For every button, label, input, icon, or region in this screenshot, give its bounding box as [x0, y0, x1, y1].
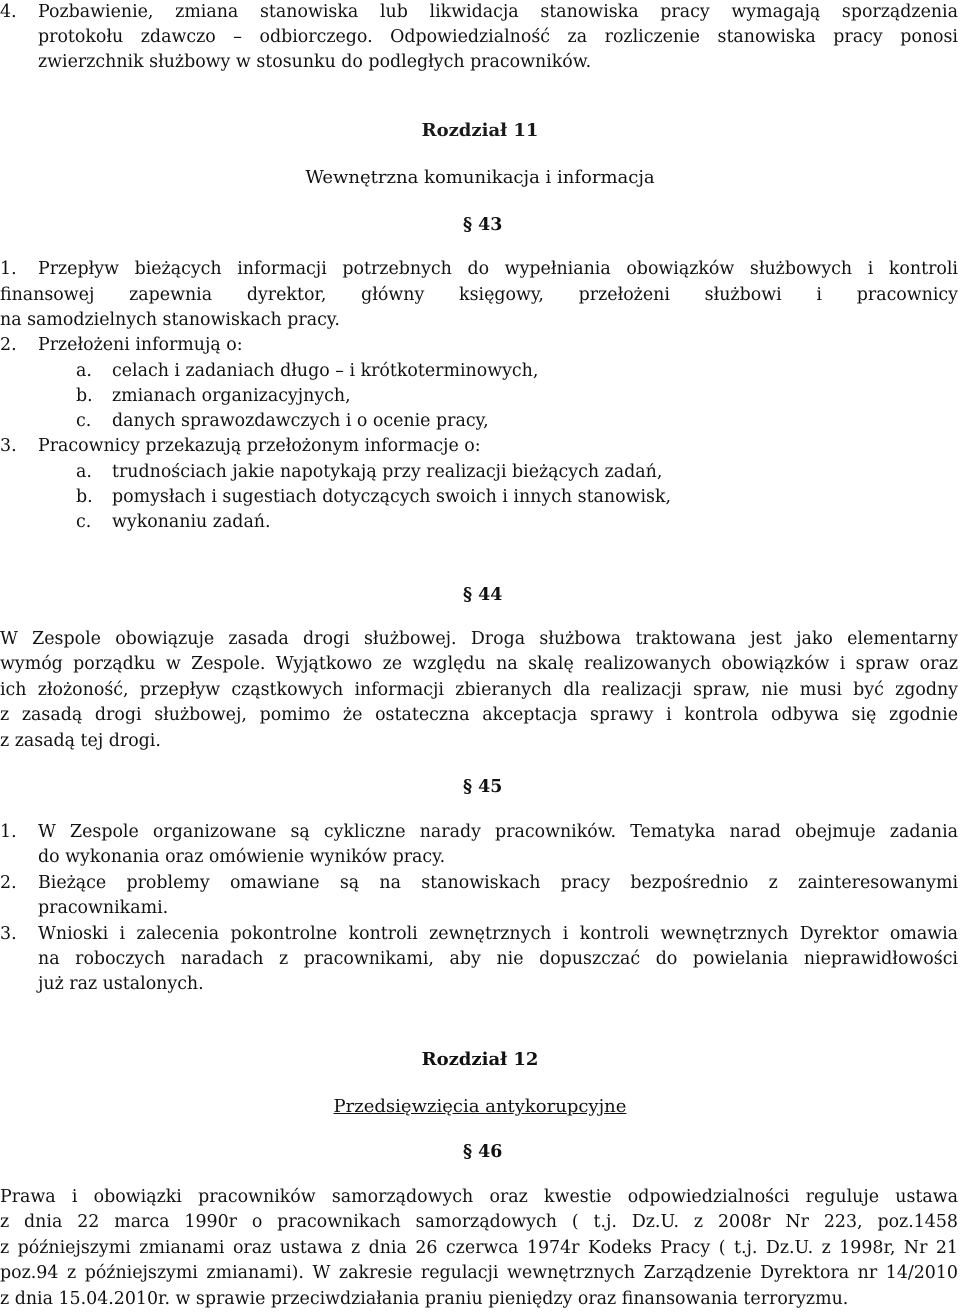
- text-line: już raz ustalonych.: [38, 974, 204, 994]
- text-line: Przełożeni informują o:: [38, 335, 243, 355]
- list-item: pomysłach i sugestiach dotyczących swoich i innych stanowisk,: [112, 487, 672, 507]
- list-item: celach i zadaniach długo – i krótkoterminowych,: [112, 361, 539, 381]
- chapter-subtitle: Przedsięwzięcia antykorupcyjne: [333, 1096, 627, 1117]
- text-line: na roboczych naradach z pracownikami, aby nie dopuszczać do powielania nieprawidłowości: [38, 949, 958, 969]
- point-number: 2.: [0, 873, 17, 893]
- list-letter: c.: [76, 411, 92, 431]
- text-line: Pozbawienie, zmiana stanowiska lub likwidacja stanowiska pracy wymagają sporządzenia: [38, 2, 958, 22]
- text-line: Prawa i obowiązki pracowników samorządowych oraz kwestie odpowiedzialności reguluje ustawa: [0, 1187, 958, 1207]
- list-letter: a.: [76, 361, 92, 381]
- text-line: Pracownicy przekazują przełożonym informacje o:: [38, 436, 481, 456]
- list-item: trudnościach jakie napotykają przy realizacji bieżących zadań,: [112, 462, 663, 482]
- text-line: pracownikami.: [38, 898, 169, 918]
- list-letter: a.: [76, 462, 92, 482]
- list-item: danych sprawozdawczych i o ocenie pracy,: [112, 411, 489, 431]
- point-number: 1.: [0, 822, 17, 842]
- point-number: 2.: [0, 335, 17, 355]
- point-number: 3.: [0, 924, 17, 944]
- list-item: wykonaniu zadań.: [112, 512, 271, 532]
- chapter-subtitle: Wewnętrzna komunikacja i informacja: [305, 167, 655, 188]
- section-number: § 44: [463, 585, 503, 605]
- text-line: poz.94 z późniejszymi zmianami). W zakresie regulacji wewnętrznych Zarządzenie Dyrektora nr 14/2010: [0, 1263, 958, 1283]
- text-line: W Zespole obowiązuje zasada drogi służbowej. Droga służbowa traktowana jest jako elementarny: [0, 629, 958, 649]
- text-line: z zasadą drogi służbowej, pomimo że ostateczna akceptacja sprawy i kontrola odbywa się zgodnie: [0, 705, 958, 725]
- text-line: Przepływ bieżących informacji potrzebnych do wypełniania obowiązków służbowych i kontroli: [38, 259, 958, 279]
- section-number: § 46: [463, 1142, 503, 1162]
- text-line: z zasadą tej drogi.: [0, 731, 161, 751]
- text-line: Wnioski i zalecenia pokontrolne kontroli zewnętrznych i kontroli wewnętrznych Dyrektor omawia: [38, 924, 958, 944]
- text-line: z dnia 15.04.2010r. w sprawie przeciwdziałania praniu pieniędzy oraz finansowania terroryzmu.: [0, 1289, 849, 1309]
- text-line: protokołu zdawczo – odbiorczego. Odpowiedzialność za rozliczenie stanowiska pracy ponosi: [38, 27, 958, 47]
- list-item: zmianach organizacyjnych,: [112, 386, 351, 406]
- text-line: na samodzielnych stanowiskach pracy.: [0, 310, 340, 330]
- text-line: z późniejszymi zmianami oraz ustawa z dnia 26 czerwca 1974r Kodeks Pracy ( t.j. Dz.U. z 1998r, Nr 21: [0, 1238, 958, 1258]
- text-line: zwierzchnik służbowy w stosunku do podległych pracowników.: [38, 52, 592, 72]
- list-letter: b.: [76, 386, 93, 406]
- text-line: Bieżące problemy omawiane są na stanowiskach pracy bezpośrednio z zainteresowanymi: [38, 873, 958, 893]
- text-line: W Zespole organizowane są cykliczne narady pracowników. Tematyka narad obejmuje zadania: [38, 822, 958, 842]
- item-number: 4.: [0, 2, 17, 22]
- text-line: wymóg porządku w Zespole. Wyjątkowo ze względu na skalę realizowanych obowiązków i spraw oraz: [0, 654, 958, 674]
- point-number: 1.: [0, 259, 17, 279]
- list-letter: c.: [76, 512, 92, 532]
- chapter-title: Rozdział 11: [421, 120, 539, 141]
- point-number: 3.: [0, 436, 17, 456]
- text-line: finansowej zapewnia dyrektor, główny księgowy, przełożeni służbowi i pracownicy: [0, 285, 958, 305]
- text-line: ich złożoność, przepływ cząstkowych informacji zbieranych dla realizacji spraw, nie musi być zgodny: [0, 680, 958, 700]
- chapter-title: Rozdział 12: [421, 1049, 539, 1070]
- text-line: do wykonania oraz omówienie wyników pracy.: [38, 847, 446, 867]
- text-line: z dnia 22 marca 1990r o pracownikach samorządowych ( t.j. Dz.U. z 2008r Nr 223, poz.1458: [0, 1212, 958, 1232]
- section-number: § 43: [463, 215, 503, 235]
- section-number: § 45: [463, 777, 503, 797]
- list-letter: b.: [76, 487, 93, 507]
